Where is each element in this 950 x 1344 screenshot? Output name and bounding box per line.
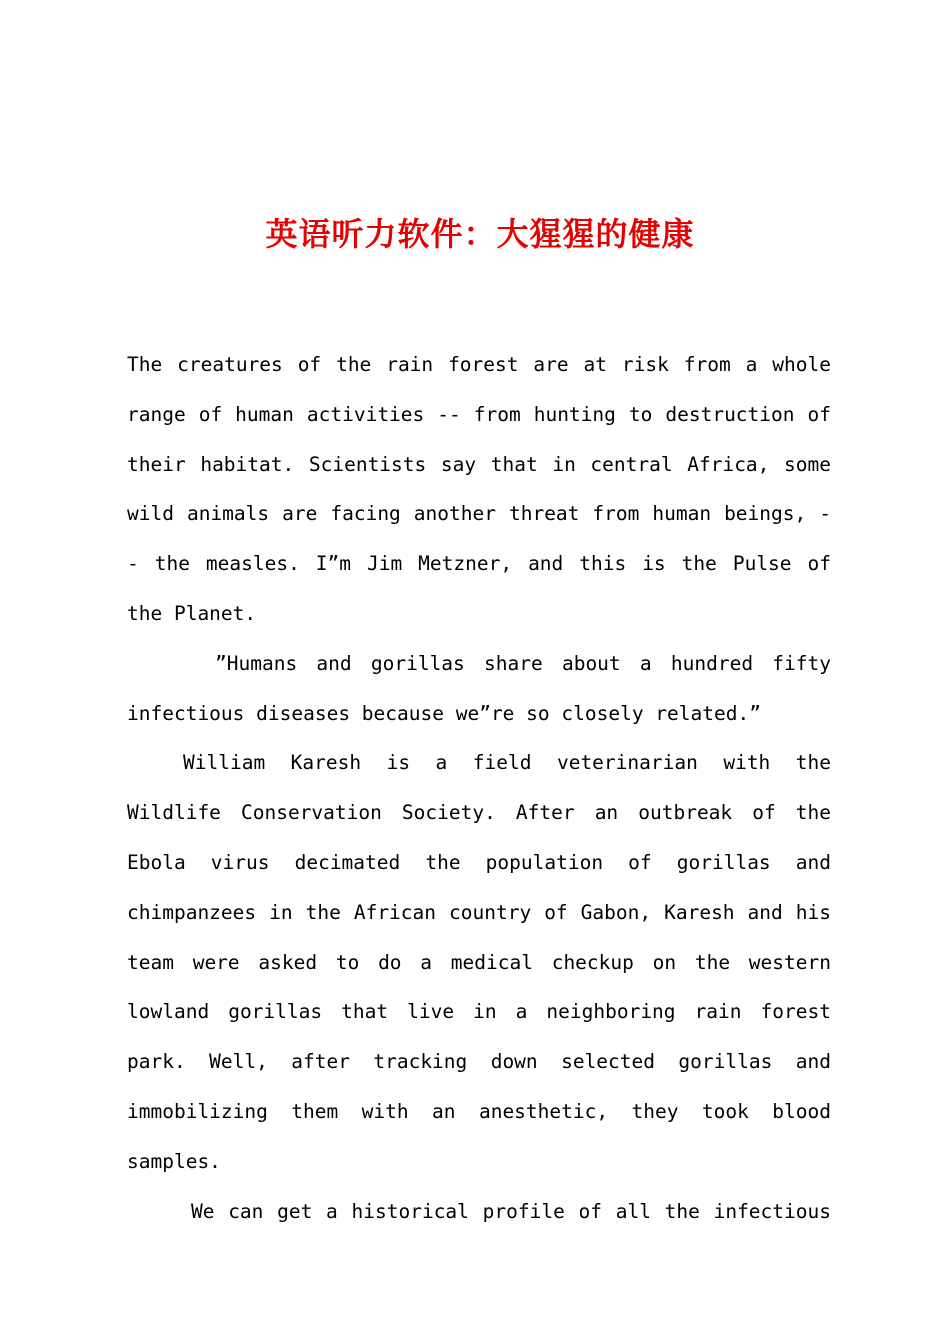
document-body	[127, 340, 831, 1236]
paragraph-historical-profile: We can get a historical profile of all the infectious	[191, 1199, 831, 1223]
paragraph-karesh: William Karesh is a field veterinarian with the Wildlife Conservation Society. After an outbreak of the Ebola virus decimated the population of gorillas and chimpanzees in the African country of Gabon, Karesh and his team were asked to do a medical checkup on the western lowland gorillas that live in a neighboring rain forest park. Well, after tracking down selected gorillas and immobilizing them with an anesthetic, they took blood samples.	[127, 751, 831, 1173]
paragraph-quote: ”Humans and gorillas share about a hundred fifty infectious diseases because we”re so closely related.”	[127, 651, 831, 725]
document-title: 英语听力软件：大猩猩的健康	[265, 215, 695, 253]
paragraph-intro: The creatures of the rain forest are at risk from a whole range of human activities -- from hunting to destruction of their habitat. Scientists say that in central Africa, some wild animals are facing another threat from human beings, -- the measles. I”m Jim Metzner, and this is the Pulse of the Planet.	[127, 353, 831, 625]
